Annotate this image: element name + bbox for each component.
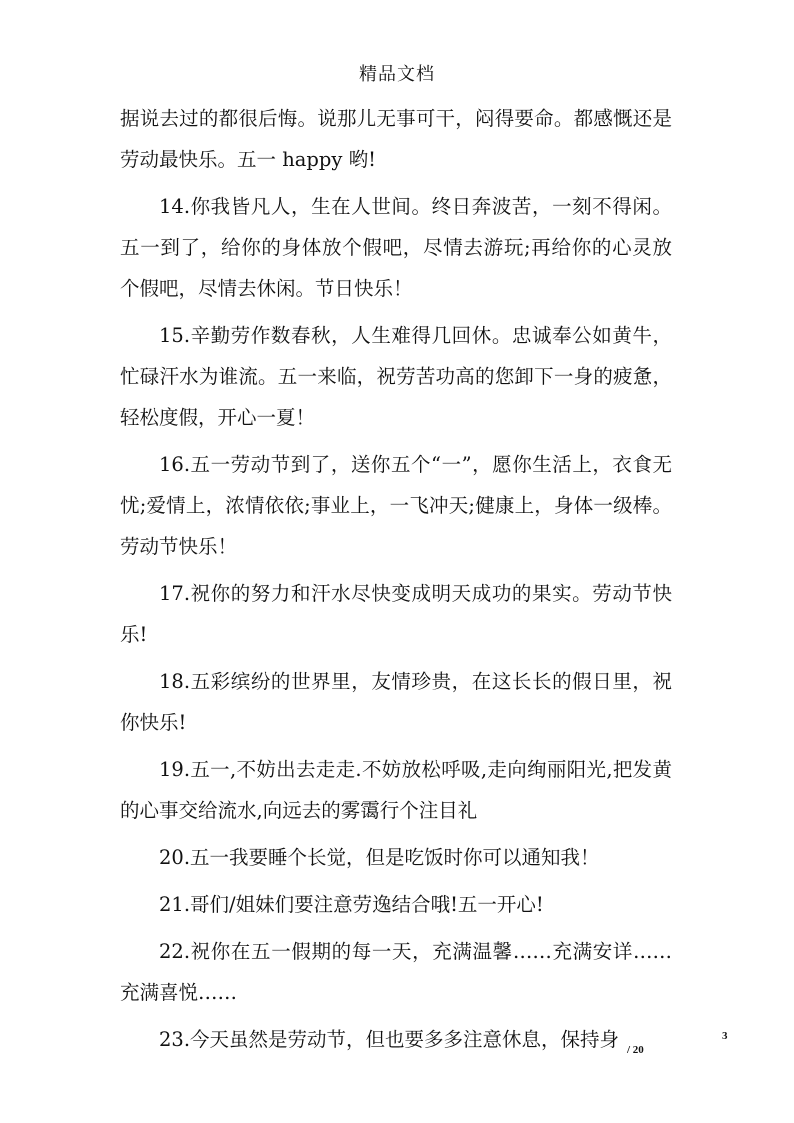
paragraph: 19.五一,不妨出去走走.不妨放松呼吸,走向绚丽阳光,把发黄的心事交给流水,向远去的雾霭行个注目礼 bbox=[120, 758, 672, 822]
paragraph: 23.今天虽然是劳动节，但也要多多注意休息，保持身 bbox=[159, 1028, 620, 1051]
paragraph: 22.祝你在五一假期的每一天，充满温馨……充满安详……充满喜悦…… bbox=[120, 940, 672, 1004]
paragraph: 21.哥们/姐妹们要注意劳逸结合哦!五一开心! bbox=[159, 893, 544, 916]
page-number: 3 bbox=[722, 1030, 728, 1042]
paragraph: 16.五一劳动节到了，送你五个“一”，愿你生活上，衣食无忧;爱情上，浓情依依;事业上，一飞冲天;健康上，身体一级棒。劳动节快乐！ bbox=[120, 453, 672, 558]
paragraph: 14.你我皆凡人，生在人世间。终日奔波苦，一刻不得闲。五一到了，给你的身体放个假吧，尽情去游玩;再给你的心灵放个假吧，尽情去休闲。节日快乐！ bbox=[120, 195, 672, 300]
document-header-title: 精品文档 bbox=[359, 64, 435, 85]
paragraph: 据说去过的都很后悔。说那儿无事可干，闷得要命。都感慨还是劳动最快乐。五一 happy 哟! bbox=[120, 107, 672, 171]
document-body bbox=[120, 98, 672, 1066]
page-total: / 20 bbox=[627, 1044, 644, 1056]
paragraph: 17.祝你的努力和汗水尽快变成明天成功的果实。劳动节快乐! bbox=[120, 582, 672, 646]
paragraph: 15.辛勤劳作数春秋，人生难得几回休。忠诚奉公如黄牛，忙碌汗水为谁流。五一来临，祝劳苦功高的您卸下一身的疲惫，轻松度假，开心一夏！ bbox=[120, 324, 672, 429]
paragraph: 20.五一我要睡个长觉，但是吃饭时你可以通知我！ bbox=[159, 846, 600, 869]
paragraph: 18.五彩缤纷的世界里，友情珍贵，在这长长的假日里，祝你快乐! bbox=[120, 670, 672, 734]
